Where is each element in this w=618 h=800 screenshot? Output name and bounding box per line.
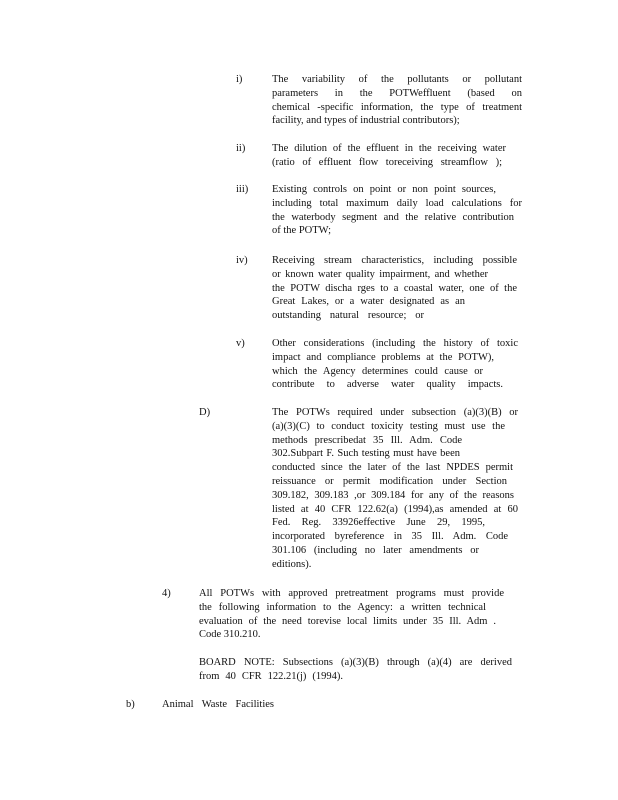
item-text bbox=[199, 587, 504, 642]
text-line: of the POTW; bbox=[272, 225, 332, 237]
text-line: The dilution of the effluent in the receiving water bbox=[272, 143, 506, 154]
text-line: contribute to adverse water quality impacts. bbox=[272, 379, 503, 391]
item-text bbox=[272, 337, 518, 392]
text-line: which the Agency determines could cause or bbox=[272, 365, 483, 377]
text-line: Receiving stream characteristics, including possible bbox=[272, 255, 517, 266]
text-line: The POTWs required under subsection (a)(3)(B) or bbox=[272, 407, 518, 418]
text-line: conducted since the later of the last NPDES permit bbox=[272, 462, 513, 474]
item-text bbox=[272, 406, 518, 572]
text-line: the POTW discha rges to a coastal water, one of the bbox=[272, 282, 517, 294]
item-label: iii) bbox=[236, 184, 249, 195]
item-text bbox=[272, 183, 522, 238]
text-line: Existing controls on point or non point sources, bbox=[272, 184, 496, 195]
text-line: 309.182, 309.183 ,or 309.184 for any of the reasons bbox=[272, 489, 514, 501]
text-line: the following information to the Agency: a written technical bbox=[199, 601, 486, 613]
text-line: reissuance or permit modification under Section bbox=[272, 475, 507, 487]
text-line: chemical -specific information, the type of treatment bbox=[272, 101, 522, 113]
item-text bbox=[272, 142, 506, 170]
item-label: D) bbox=[199, 407, 211, 418]
section-heading-text bbox=[162, 698, 274, 712]
item-label: 4) bbox=[162, 588, 171, 599]
text-line: BOARD NOTE: Subsections (a)(3)(B) through (a)(4) are derived bbox=[199, 657, 512, 668]
text-line: outstanding natural resource; or bbox=[272, 310, 424, 322]
text-line: the waterbody segment and the relative contribution bbox=[272, 211, 514, 223]
text-line: 301.106 (including no later amendments or bbox=[272, 544, 479, 556]
item-label: v) bbox=[236, 338, 245, 349]
text-line: from 40 CFR 122.21(j) (1994). bbox=[199, 670, 343, 682]
text-line: Animal Waste Facilities bbox=[162, 699, 274, 710]
text-line: including total maximum daily load calculations for bbox=[272, 197, 522, 209]
text-line: All POTWs with approved pretreatment programs must provide bbox=[199, 588, 504, 599]
text-line: Great Lakes, or a water designated as an bbox=[272, 296, 465, 308]
text-line: incorporated byreference in 35 Ill. Adm. Code bbox=[272, 531, 508, 543]
text-line: methods prescribedat 35 Ill. Adm. Code bbox=[272, 434, 462, 446]
text-line: The variability of the pollutants or pollutant bbox=[272, 74, 522, 85]
text-line: listed at 40 CFR 122.62(a) (1994),as amended at 60 bbox=[272, 503, 518, 515]
text-line: (ratio of effluent flow toreceiving streamflow ); bbox=[272, 156, 502, 168]
item-label: iv) bbox=[236, 255, 248, 266]
text-line: or known water quality impairment, and whether bbox=[272, 268, 488, 280]
item-label: ii) bbox=[236, 143, 246, 154]
text-line: evaluation of the need torevise local limits under 35 Ill. Adm . bbox=[199, 615, 496, 627]
item-text bbox=[272, 254, 517, 323]
text-line: Code 310.210. bbox=[199, 629, 261, 641]
item-text bbox=[272, 73, 522, 128]
item-label: b) bbox=[126, 699, 135, 710]
item-label: i) bbox=[236, 74, 243, 85]
text-line: Other considerations (including the history of toxic bbox=[272, 338, 518, 349]
text-line: Fed. Reg. 33926effective June 29, 1995, bbox=[272, 517, 485, 529]
text-line: (a)(3)(C) to conduct toxicity testing must use the bbox=[272, 420, 505, 432]
text-line: impact and compliance problems at the POTW), bbox=[272, 351, 494, 363]
text-line: facility, and types of industrial contributors); bbox=[272, 115, 460, 127]
text-line: 302.Subpart F. Such testing must have been bbox=[272, 448, 460, 460]
text-line: editions). bbox=[272, 558, 312, 570]
board-note-text bbox=[199, 656, 512, 684]
text-line: parameters in the POTWeffluent (based on bbox=[272, 87, 522, 99]
